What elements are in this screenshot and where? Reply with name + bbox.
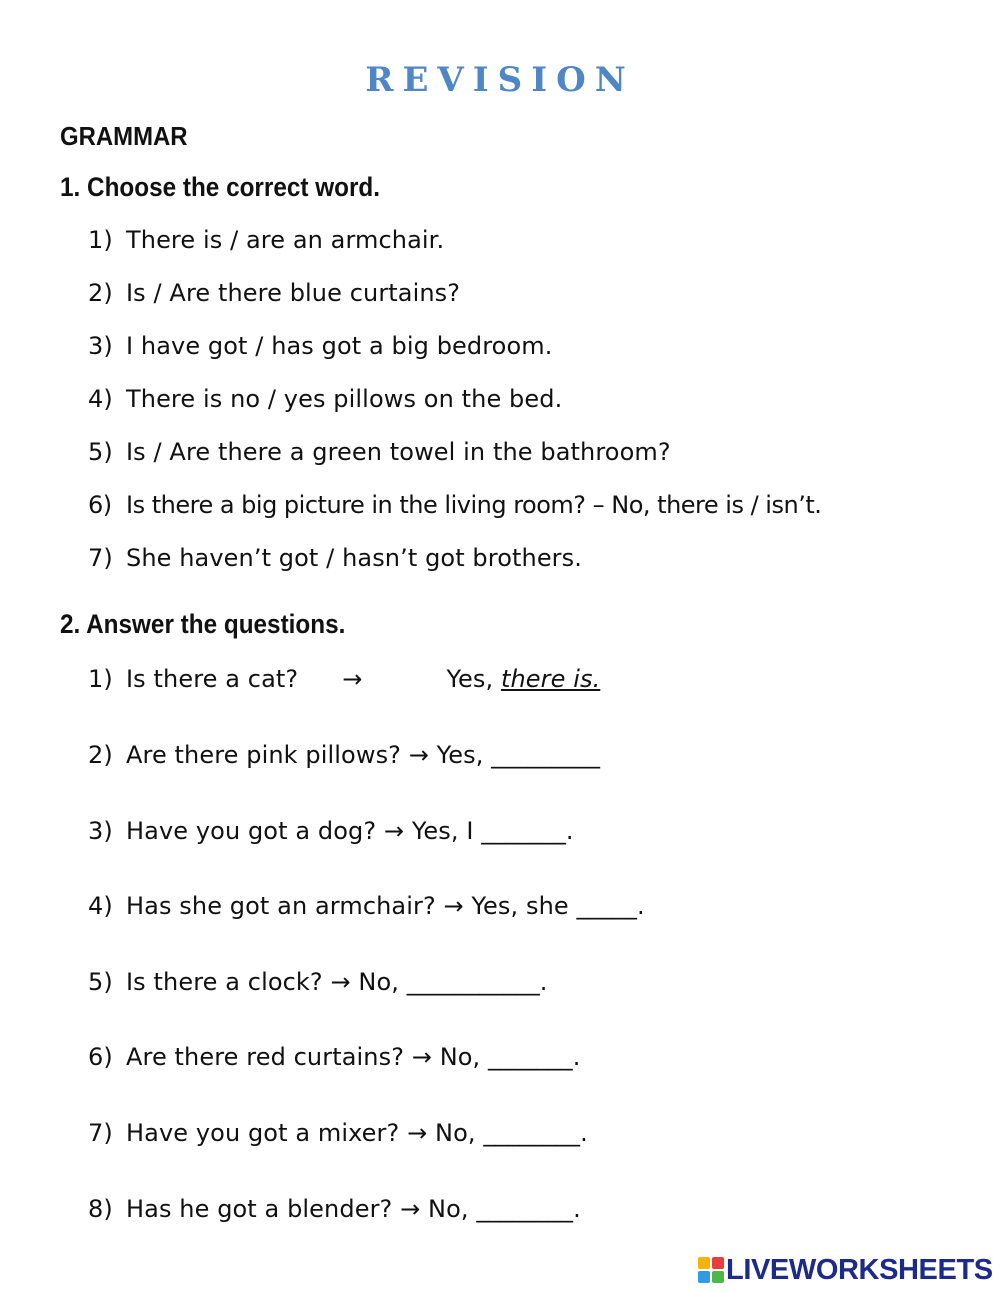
exercise-2-item[interactable] bbox=[88, 815, 574, 847]
exercise-2-item[interactable] bbox=[88, 890, 645, 922]
item-text: Are there pink pillows? → Yes, _________ bbox=[126, 741, 601, 769]
exercise-1-heading: 1. Choose the correct word. bbox=[60, 172, 381, 202]
example-question: Is there a cat? bbox=[126, 665, 299, 693]
exercise-1-item[interactable] bbox=[88, 330, 552, 362]
item-text: There is / are an armchair. bbox=[126, 226, 445, 254]
item-number: 5) bbox=[88, 968, 113, 996]
exercise-1-item[interactable] bbox=[88, 542, 582, 574]
item-text: Are there red curtains? → No, _______. bbox=[126, 1043, 581, 1071]
example-answer: there is. bbox=[500, 665, 601, 693]
exercise-2-item[interactable] bbox=[88, 1041, 580, 1073]
item-number: 2) bbox=[88, 741, 113, 769]
arrow-icon: → bbox=[342, 665, 363, 693]
liveworksheets-logo[interactable] bbox=[698, 1253, 993, 1287]
item-text: Have you got a mixer? → No, ________. bbox=[126, 1119, 588, 1147]
item-number: 2) bbox=[88, 279, 113, 307]
example-answer-prefix: Yes, bbox=[446, 665, 494, 693]
exercise-1-item[interactable] bbox=[88, 277, 460, 309]
item-text: Has she got an armchair? → Yes, she _____. bbox=[126, 892, 645, 920]
item-number: 7) bbox=[88, 1119, 113, 1147]
item-number: 7) bbox=[88, 544, 113, 572]
exercise-2-heading: 2. Answer the questions. bbox=[60, 609, 346, 639]
exercise-2-item[interactable] bbox=[88, 1117, 588, 1149]
item-number: 4) bbox=[88, 892, 113, 920]
exercise-1-item[interactable] bbox=[88, 383, 562, 415]
exercise-2-item[interactable] bbox=[88, 966, 548, 998]
item-number: 1) bbox=[88, 665, 113, 693]
exercise-2-example bbox=[88, 663, 600, 695]
item-text: Is / Are there a green towel in the bathroom? bbox=[126, 438, 671, 466]
exercise-2-item[interactable] bbox=[88, 739, 600, 771]
item-text: Is there a clock? → No, ___________. bbox=[126, 968, 548, 996]
item-text: There is no / yes pillows on the bed. bbox=[126, 385, 563, 413]
exercise-2-item[interactable] bbox=[88, 1193, 581, 1225]
item-number: 6) bbox=[88, 491, 112, 519]
item-number: 5) bbox=[88, 438, 113, 466]
item-number: 4) bbox=[88, 385, 113, 413]
item-text: Have you got a dog? → Yes, I _______. bbox=[126, 817, 574, 845]
section-label-grammar: GRAMMAR bbox=[60, 121, 188, 151]
exercise-1-item[interactable] bbox=[88, 436, 671, 468]
item-text: She haven’t got / hasn’t got brothers. bbox=[126, 544, 582, 572]
liveworksheets-logo-icon bbox=[698, 1257, 724, 1283]
item-number: 6) bbox=[88, 1043, 113, 1071]
item-number: 3) bbox=[88, 332, 113, 360]
exercise-1-item[interactable] bbox=[88, 489, 821, 521]
item-text: Has he got a blender? → No, ________. bbox=[126, 1195, 581, 1223]
item-number: 3) bbox=[88, 817, 113, 845]
item-text: Is / Are there blue curtains? bbox=[126, 279, 461, 307]
item-text: Is there a big picture in the living room? – No, there is / isn’t. bbox=[126, 491, 822, 519]
item-text: I have got / has got a big bedroom. bbox=[126, 332, 553, 360]
item-number: 8) bbox=[88, 1195, 113, 1223]
item-number: 1) bbox=[88, 226, 113, 254]
liveworksheets-logo-text: LIVEWORKSHEETS bbox=[726, 1254, 993, 1286]
exercise-1-item[interactable] bbox=[88, 224, 444, 256]
page-title: REVISION bbox=[365, 60, 635, 100]
